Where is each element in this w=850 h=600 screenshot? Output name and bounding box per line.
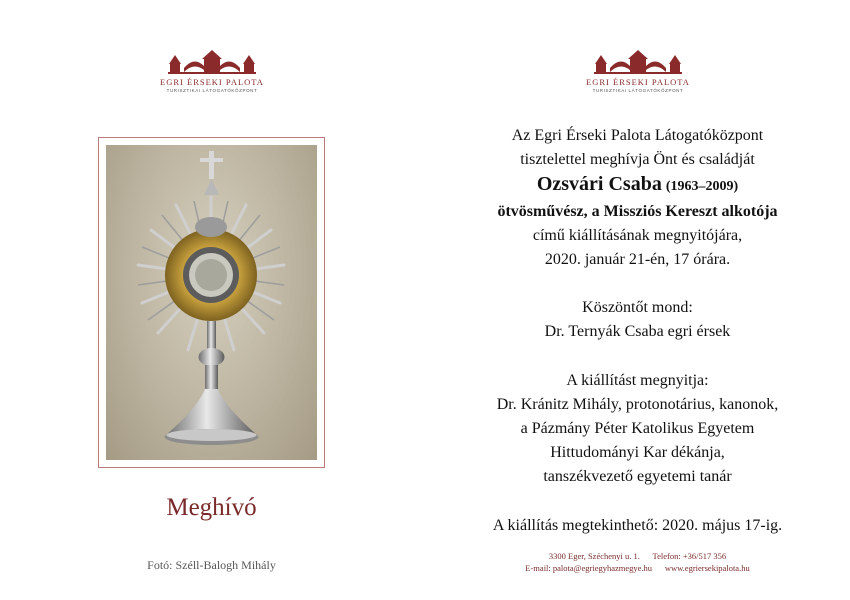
exhibition-end: A kiállítás megtekinthető: 2020. május 17-ig.	[492, 516, 783, 534]
artist-years: (1963–2009)	[665, 179, 739, 195]
palace-crest-icon	[164, 50, 260, 76]
logo-subtitle: TURISZTIKAI LÁTOGATÓKÖZPONT	[166, 88, 258, 93]
invitation-heading: Meghívó	[166, 494, 257, 521]
palace-logo-left	[152, 50, 272, 93]
logo-title: EGRI ÉRSEKI PALOTA	[586, 77, 690, 87]
contact-website[interactable]: www.egriersekipalota.hu	[664, 563, 750, 573]
invite-line-5: című kiállításának megnyitójára,	[532, 226, 743, 244]
invite-line-1: Az Egri Érseki Palota Látogatóközpont	[511, 127, 764, 144]
opening-line-1: Dr. Kránitz Mihály, protonotárius, kanonok,	[496, 395, 779, 413]
invite-line-2: tisztelettel meghívja Önt és családját	[520, 151, 755, 169]
opening-line-3: Hittudományi Kar dékánja,	[550, 444, 725, 462]
opening-line-2: a Pázmány Péter Katolikus Egyetem	[520, 420, 755, 438]
opening-line-4: tanszékvezető egyetemi tanár	[543, 468, 732, 486]
artist-title: ötvösművész, a Missziós Kereszt alkotója	[497, 202, 778, 220]
photo-credit: Fotó: Széll-Balogh Mihály	[147, 558, 276, 572]
event-date: 2020. január 21-én, 17 órára.	[544, 251, 731, 269]
greeting-person: Dr. Ternyák Csaba egri érsek	[544, 323, 731, 341]
photo-frame	[98, 137, 325, 468]
palace-logo-right	[578, 50, 698, 93]
contact-footer	[440, 550, 835, 574]
contact-phone: Telefon: +36/517 356	[652, 551, 727, 561]
monstrance-illustration	[106, 145, 317, 460]
artist-line	[440, 172, 835, 199]
opening-label: A kiállítást megnyitja:	[566, 371, 709, 389]
invitation-text	[440, 124, 835, 538]
contact-email[interactable]: E-mail: palota@egriegyhazmegye.hu	[525, 563, 653, 573]
monstrance-image	[106, 145, 317, 460]
logo-title: EGRI ÉRSEKI PALOTA	[160, 77, 264, 87]
greeting-label: Köszöntőt mond:	[582, 299, 693, 317]
logo-subtitle: TURISZTIKAI LÁTOGATÓKÖZPONT	[592, 88, 684, 93]
palace-crest-icon	[590, 50, 686, 76]
contact-address: 3300 Eger, Széchenyi u. 1.	[548, 551, 640, 561]
artist-name: Ozsvári Csaba	[536, 173, 662, 196]
